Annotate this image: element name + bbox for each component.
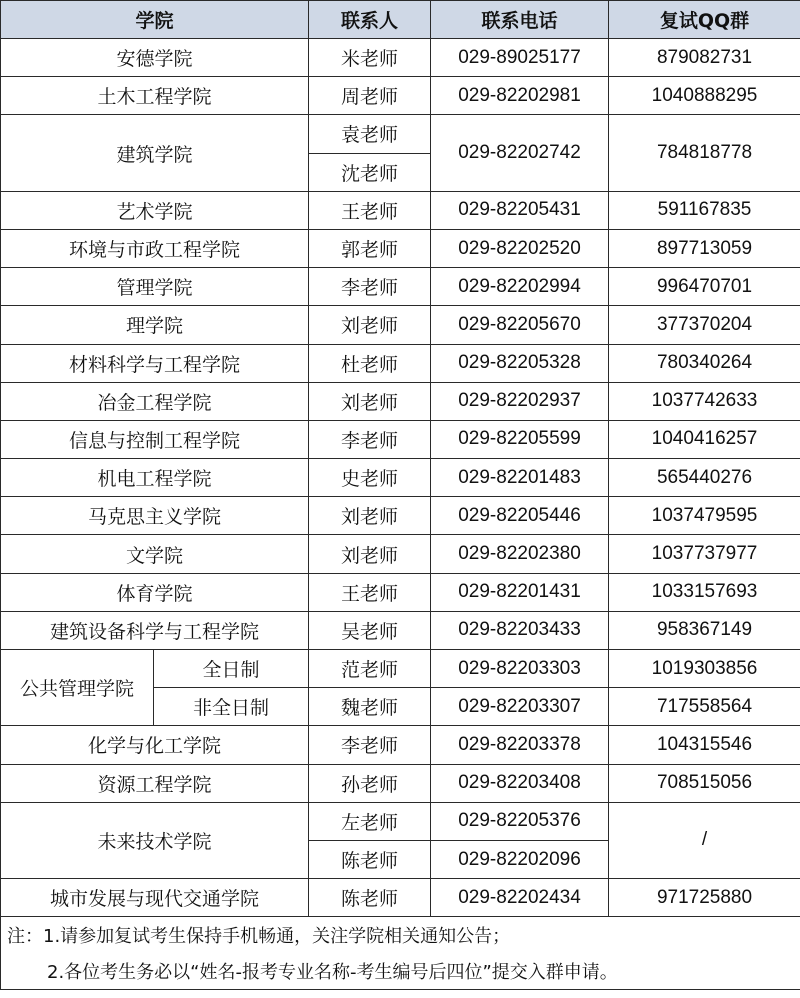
- phone-cell: 029-82202742: [431, 115, 609, 191]
- table-row: [1, 726, 800, 764]
- table-row: [1, 77, 800, 115]
- table-row: [1, 191, 800, 229]
- college-cell: 信息与控制工程学院: [1, 420, 309, 458]
- contact-cell: 史老师: [309, 459, 431, 497]
- qq-cell: 1037742633: [609, 382, 800, 420]
- phone-cell: 029-82203408: [431, 764, 609, 802]
- college-cell: 建筑设备科学与工程学院: [1, 611, 309, 649]
- study-type-cell: 非全日制: [154, 688, 309, 726]
- college-cell: 土木工程学院: [1, 77, 309, 115]
- college-cell: 艺术学院: [1, 191, 309, 229]
- contact-cell: 李老师: [309, 420, 431, 458]
- college-cell: 冶金工程学院: [1, 382, 309, 420]
- header-qq: 复试QQ群: [609, 1, 800, 39]
- contact-cell: 刘老师: [309, 382, 431, 420]
- qq-cell: 958367149: [609, 611, 800, 649]
- phone-cell: 029-82205431: [431, 191, 609, 229]
- phone-cell: 029-82202520: [431, 229, 609, 267]
- college-cell: 城市发展与现代交通学院: [1, 879, 309, 917]
- college-cell: 未来技术学院: [1, 802, 309, 878]
- table-row: [1, 39, 800, 77]
- phone-cell: 029-89025177: [431, 39, 609, 77]
- college-cell: 建筑学院: [1, 115, 309, 191]
- qq-cell: 971725880: [609, 879, 800, 917]
- contact-cell: 王老师: [309, 191, 431, 229]
- table-row: [1, 382, 800, 420]
- qq-cell: 897713059: [609, 229, 800, 267]
- table-row: [1, 420, 800, 458]
- phone-cell: 029-82203303: [431, 650, 609, 688]
- phone-cell: 029-82202096: [431, 840, 609, 878]
- header-contact: 联系人: [309, 1, 431, 39]
- study-type-cell: 全日制: [154, 650, 309, 688]
- college-cell: 体育学院: [1, 573, 309, 611]
- qq-cell: 996470701: [609, 268, 800, 306]
- table-row: [1, 573, 800, 611]
- table-row: [1, 611, 800, 649]
- college-cell: 马克思主义学院: [1, 497, 309, 535]
- college-cell: 环境与市政工程学院: [1, 229, 309, 267]
- table-row: [1, 344, 800, 382]
- qq-cell: 1040888295: [609, 77, 800, 115]
- phone-cell: 029-82201483: [431, 459, 609, 497]
- qq-cell: 1040416257: [609, 420, 800, 458]
- qq-cell: 708515056: [609, 764, 800, 802]
- contact-cell: 杜老师: [309, 344, 431, 382]
- contact-cell: 左老师: [309, 802, 431, 840]
- contact-cell: 孙老师: [309, 764, 431, 802]
- table-row: [1, 802, 800, 840]
- qq-cell: 784818778: [609, 115, 800, 191]
- phone-cell: 029-82203378: [431, 726, 609, 764]
- college-cell: 管理学院: [1, 268, 309, 306]
- phone-cell: 029-82205446: [431, 497, 609, 535]
- college-cell: 材料科学与工程学院: [1, 344, 309, 382]
- contact-cell: 周老师: [309, 77, 431, 115]
- contact-cell: 沈老师: [309, 153, 431, 191]
- qq-cell: 104315546: [609, 726, 800, 764]
- contact-cell: 刘老师: [309, 306, 431, 344]
- college-cell: 文学院: [1, 535, 309, 573]
- contact-cell: 刘老师: [309, 535, 431, 573]
- qq-cell: 879082731: [609, 39, 800, 77]
- table-row: [1, 535, 800, 573]
- qq-cell: 1037479595: [609, 497, 800, 535]
- phone-cell: 029-82205599: [431, 420, 609, 458]
- header-college: 学院: [1, 1, 309, 39]
- table-row: [1, 268, 800, 306]
- contact-cell: 王老师: [309, 573, 431, 611]
- contact-cell: 陈老师: [309, 879, 431, 917]
- college-cell: 公共管理学院: [1, 650, 154, 726]
- phone-cell: 029-82202434: [431, 879, 609, 917]
- phone-cell: 029-82202380: [431, 535, 609, 573]
- college-cell: 化学与化工学院: [1, 726, 309, 764]
- table-row: [1, 459, 800, 497]
- phone-cell: 029-82205376: [431, 802, 609, 840]
- qq-cell: 377370204: [609, 306, 800, 344]
- contact-cell: 陈老师: [309, 840, 431, 878]
- college-cell: 机电工程学院: [1, 459, 309, 497]
- qq-cell: 1019303856: [609, 650, 800, 688]
- college-cell: 资源工程学院: [1, 764, 309, 802]
- phone-cell: 029-82205670: [431, 306, 609, 344]
- contact-cell: 李老师: [309, 268, 431, 306]
- phone-cell: 029-82201431: [431, 573, 609, 611]
- table-row: [1, 650, 800, 688]
- qq-cell: /: [609, 802, 800, 878]
- phone-cell: 029-82203307: [431, 688, 609, 726]
- contact-cell: 吴老师: [309, 611, 431, 649]
- contact-cell: 袁老师: [309, 115, 431, 153]
- qq-cell: 591167835: [609, 191, 800, 229]
- table-row: [1, 764, 800, 802]
- qq-cell: 1033157693: [609, 573, 800, 611]
- contact-cell: 范老师: [309, 650, 431, 688]
- college-cell: 理学院: [1, 306, 309, 344]
- contact-cell: 米老师: [309, 39, 431, 77]
- table-header-row: [1, 1, 800, 39]
- contact-cell: 郭老师: [309, 229, 431, 267]
- header-phone: 联系电话: [431, 1, 609, 39]
- qq-cell: 780340264: [609, 344, 800, 382]
- table-row: [1, 229, 800, 267]
- note-line-1: 注：1.请参加复试考生保持手机畅通，关注学院相关通知公告；: [1, 917, 800, 954]
- table-row: [1, 306, 800, 344]
- note-line-2: 2.各位考生务必以“姓名-报考专业名称-考生编号后四位”提交入群申请。: [1, 953, 800, 990]
- qq-cell: 1037737977: [609, 535, 800, 573]
- phone-cell: 029-82202994: [431, 268, 609, 306]
- qq-cell: 565440276: [609, 459, 800, 497]
- note-row: [1, 953, 800, 990]
- phone-cell: 029-82203433: [431, 611, 609, 649]
- contact-cell: 刘老师: [309, 497, 431, 535]
- note-row: [1, 917, 800, 954]
- qq-cell: 717558564: [609, 688, 800, 726]
- contact-cell: 魏老师: [309, 688, 431, 726]
- contact-cell: 李老师: [309, 726, 431, 764]
- table-row: [1, 115, 800, 153]
- phone-cell: 029-82205328: [431, 344, 609, 382]
- table-row: [1, 879, 800, 917]
- phone-cell: 029-82202981: [431, 77, 609, 115]
- table-row: [1, 497, 800, 535]
- phone-cell: 029-82202937: [431, 382, 609, 420]
- college-cell: 安德学院: [1, 39, 309, 77]
